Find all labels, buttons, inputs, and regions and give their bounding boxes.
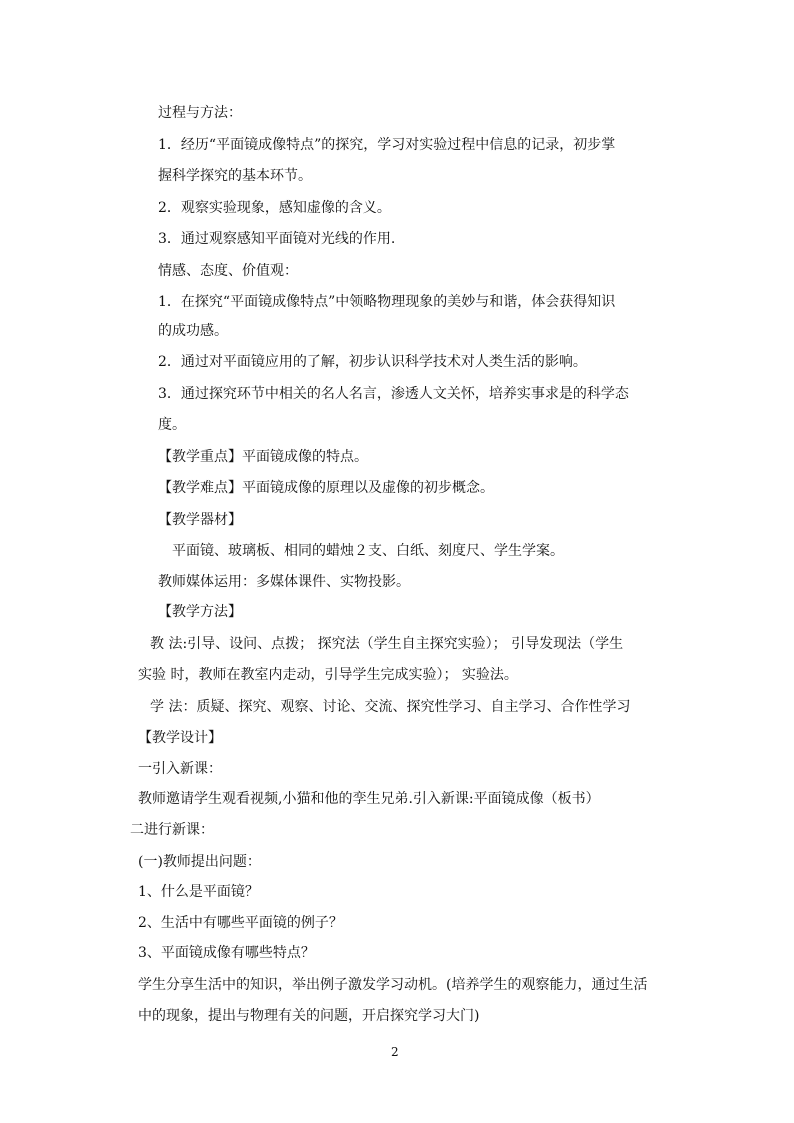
key-point-line: 【教学重点】平面镜成像的特点。 <box>158 449 368 465</box>
text-line: 一引入新课： <box>138 761 222 777</box>
text-line: 学 法：质疑、探究、观察、讨论、交流、探究性学习、自主学习、合作性学习 <box>150 699 631 715</box>
text-line: 1、什么是平面镜？ <box>138 884 259 900</box>
text-line: 实验 时，教师在教室内走动，引导学生完成实验）； 实验法。 <box>138 667 518 683</box>
text-line: 的成功感。 <box>158 323 228 339</box>
text-line: (一)教师提出问题： <box>138 854 261 870</box>
section-heading-design: 【教学设计】 <box>138 730 222 746</box>
text-line: 2．通过对平面镜应用的了解，初步认识科学技术对人类生活的影响。 <box>158 354 587 370</box>
text-line: 度。 <box>158 417 186 433</box>
page-number: 2 <box>391 1045 399 1059</box>
text-line: 教 法:引导、设问、点拨； 探究法（学生自主探究实验）； 引导发现法（学生 <box>150 636 624 652</box>
text-line: 2．观察实验现象，感知虚像的含义。 <box>158 200 391 216</box>
section-heading-equipment: 【教学器材】 <box>158 512 242 528</box>
text-line: 3．通过观察感知平面镜对光线的作用. <box>158 231 396 247</box>
text-line: 握科学探究的基本环节。 <box>158 168 312 184</box>
text-line: 教师邀请学生观看视频,小猫和他的孪生兄弟.引入新课:平面镜成像（板书） <box>138 791 600 807</box>
text-line: 二进行新课： <box>130 822 214 838</box>
text-line: 3、平面镜成像有哪些特点？ <box>138 945 315 961</box>
section-heading-methods: 【教学方法】 <box>158 604 242 620</box>
text-line: 2、生活中有哪些平面镜的例子？ <box>138 915 343 931</box>
text-line: 教师媒体运用：多媒体课件、实物投影。 <box>158 574 410 590</box>
difficult-point-line: 【教学难点】平面镜成像的原理以及虚像的初步概念。 <box>158 480 494 496</box>
text-line: 平面镜、玻璃板、相同的蜡烛２支、白纸、刻度尺、学生学案。 <box>172 543 564 559</box>
text-line: 1．经历“平面镜成像特点”的探究，学习对实验过程中信息的记录，初步掌 <box>158 137 616 153</box>
heading-emotion-attitude-values: 情感、态度、价值观： <box>158 263 298 279</box>
heading-process-methods: 过程与方法： <box>158 105 242 121</box>
text-line: 中的现象，提出与物理有关的问题，开启探究学习大门) <box>138 1008 480 1024</box>
text-line: 3．通过探究环节中相关的名人名言，渗透人文关怀，培养实事求是的科学态 <box>158 386 629 402</box>
text-line: 1．在探究“平面镜成像特点”中领略物理现象的美妙与和谐，体会获得知识 <box>158 294 616 310</box>
text-line: 学生分享生活中的知识，举出例子激发学习动机。(培养学生的观察能力，通过生活 <box>138 977 648 993</box>
